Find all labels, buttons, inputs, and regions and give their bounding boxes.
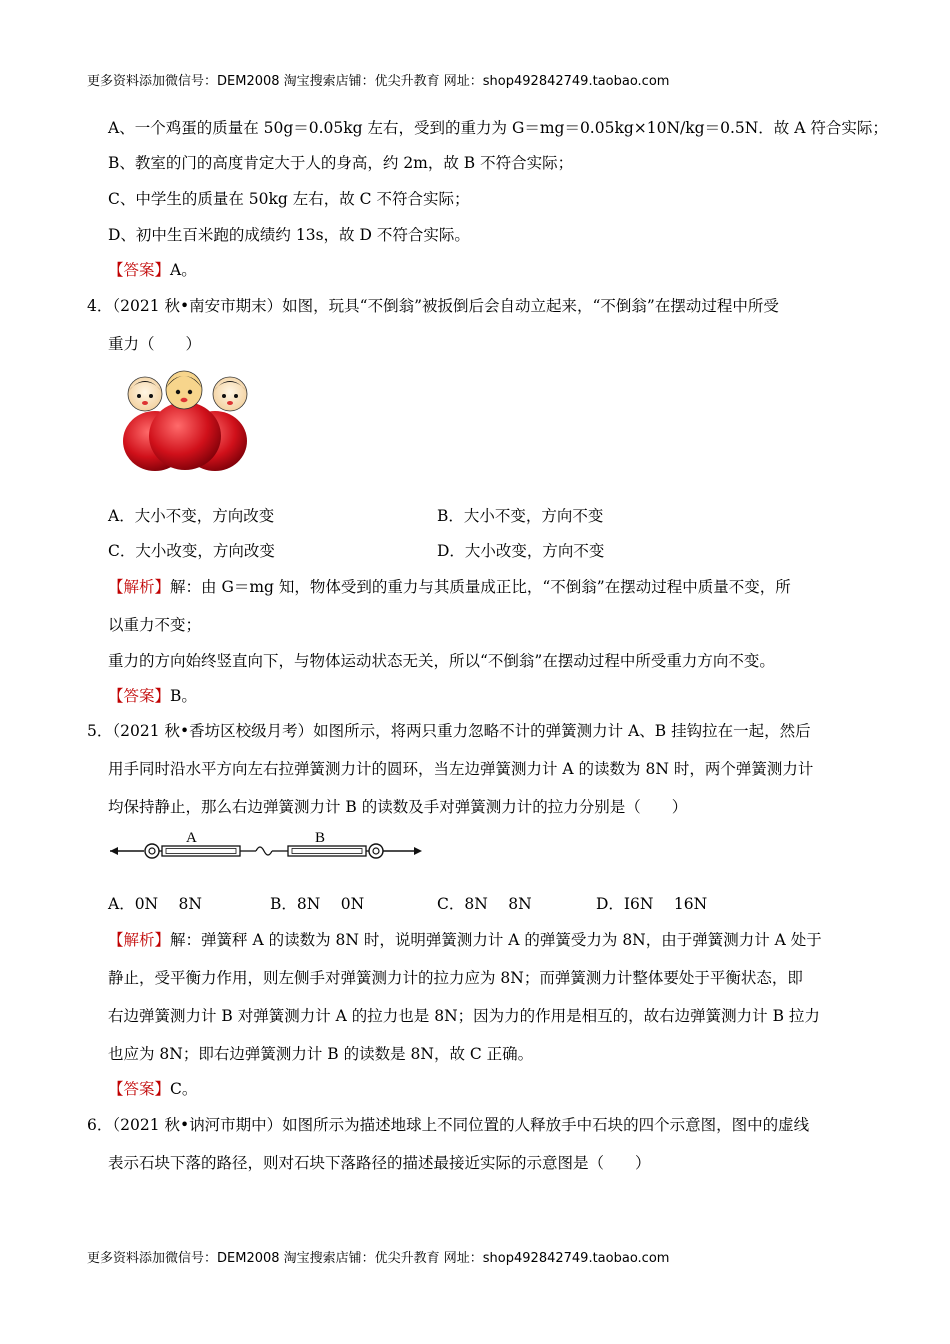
scale-a-label: A	[186, 830, 197, 846]
q3-option-a-explanation: A、一个鸡蛋的质量在 50g＝0.05kg 左右，受到的重力为 G＝mg＝0.05kg×10N/kg＝0.5N．故 A 符合实际；	[108, 119, 888, 137]
answer-value: B。	[170, 687, 197, 705]
tumbler-toy-image	[110, 366, 260, 474]
answer-value: C。	[170, 1080, 198, 1098]
q4-analysis-line3: 重力的方向始终竖直向下，与物体运动状态无关，所以“不倒翁”在摆动过程中所受重力方向不变。	[108, 652, 775, 670]
q5-analysis-line3: 右边弹簧测力计 B 对弹簧测力计 A 的拉力也是 8N；因为力的作用是相互的，故右边弹簧测力计 B 拉力	[108, 1007, 820, 1025]
q4-stem-line2: 重力（ ）	[108, 335, 202, 353]
q3-option-b-explanation: B、教室的门的高度肯定大于人的身高，约 2m，故 B 不符合实际；	[108, 154, 574, 172]
q5-answer	[108, 1079, 197, 1099]
q4-option-d: D．大小改变，方向不变	[437, 542, 605, 560]
q5-option-d: D．I6N 16N	[596, 895, 708, 913]
page-footer: 更多资料添加微信号：DEM2008 淘宝搜索店铺：优尖升教育 网址：shop492842749.taobao.com	[87, 1251, 670, 1266]
q5-analysis-line1: 【解析】解：弹簧秤 A 的读数为 8N 时，说明弹簧测力计 A 的弹簧受力为 8N，由于弹簧测力计 A 处于	[108, 931, 822, 949]
q5-option-c: C．8N 8N	[437, 895, 532, 913]
q5-stem-line1: 5．（2021 秋•香坊区校级月考）如图所示，将两只重力忽略不计的弹簧测力计 A、B 挂钩拉在一起，然后	[87, 722, 811, 740]
q6-stem-line1: 6．（2021 秋•讷河市期中）如图所示为描述地球上不同位置的人释放手中石块的四个示意图，图中的虚线	[87, 1116, 810, 1134]
q3-answer	[108, 260, 197, 280]
question-number: 6．	[87, 1116, 113, 1134]
spring-scales-diagram	[108, 826, 424, 862]
q4-option-c: C．大小改变，方向改变	[108, 542, 275, 560]
q4-answer	[108, 686, 197, 706]
answer-label: 【答案】	[108, 1080, 171, 1098]
page-header: 更多资料添加微信号：DEM2008 淘宝搜索店铺：优尖升教育 网址：shop492842749.taobao.com	[87, 74, 670, 89]
answer-value: A。	[170, 261, 197, 279]
question-number: 4．	[87, 297, 113, 315]
answer-label: 【答案】	[108, 261, 171, 279]
analysis-label: 【解析】	[108, 931, 171, 949]
q3-option-c-explanation: C、中学生的质量在 50kg 左右，故 C 不符合实际；	[108, 190, 470, 208]
q5-option-a: A．0N 8N	[108, 895, 202, 913]
q5-stem-line2: 用手同时沿水平方向左右拉弹簧测力计的圆环，当左边弹簧测力计 A 的读数为 8N 时，两个弹簧测力计	[108, 760, 814, 778]
question-number: 5．	[87, 722, 113, 740]
q4-stem-line1: 4．（2021 秋•南安市期末）如图，玩具“不倒翁”被扳倒后会自动立起来，“不倒翁”在摆动过程中所受	[87, 297, 779, 315]
q4-option-a: A．大小不变，方向改变	[108, 507, 275, 525]
q6-stem-line2: 表示石块下落的路径，则对石块下落路径的描述最接近实际的示意图是（ ）	[108, 1154, 651, 1172]
q5-analysis-line2: 静止，受平衡力作用，则左侧手对弹簧测力计的拉力应为 8N；而弹簧测力计整体要处于平衡状态，即	[108, 969, 803, 987]
q5-stem-line3: 均保持静止，那么右边弹簧测力计 B 的读数及手对弹簧测力计的拉力分别是（ ）	[108, 798, 688, 816]
q4-analysis-line2: 以重力不变；	[108, 616, 202, 634]
q4-option-b: B．大小不变，方向不变	[437, 507, 604, 525]
answer-label: 【答案】	[108, 687, 171, 705]
q3-option-d-explanation: D、初中生百米跑的成绩约 13s，故 D 不符合实际。	[108, 226, 470, 244]
analysis-label: 【解析】	[108, 578, 171, 596]
q4-analysis-line1: 【解析】解：由 G＝mg 知，物体受到的重力与其质量成正比，“不倒翁”在摆动过程中质量不变，所	[108, 578, 791, 596]
scale-b-label: B	[315, 830, 326, 846]
q5-option-b: B．8N 0N	[270, 895, 365, 913]
q5-analysis-line4: 也应为 8N；即右边弹簧测力计 B 的读数是 8N，故 C 正确。	[108, 1045, 534, 1063]
